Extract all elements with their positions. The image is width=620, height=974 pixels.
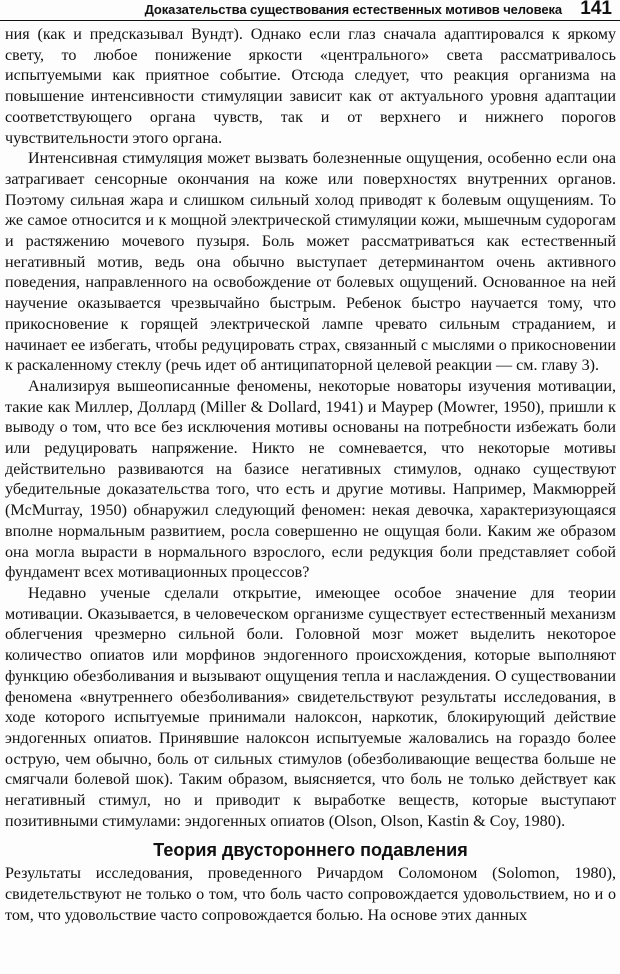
page-number: 141: [580, 0, 612, 19]
running-header: [0, 0, 620, 21]
paragraph-continuation: ния (как и предсказывал Вундт). Однако если глаз сначала адаптировался к яркому свету, то любое понижение яркости «центрального» света рассматривалось испытуемыми как приятное событие. Отсюда следует, что реакция организма на повышение интенсивности стимуляции зависит как от актуального уровня адаптации соответствующего органа чувств, так и от верхнего и нижнего порогов чувствительности этого органа.: [5, 26, 616, 147]
paragraph: Интенсивная стимуляция может вызвать болезненные ощущения, особенно если она затрагивает сенсорные окончания на коже или поверхностях внутренних органов. Поэтому сильная жара и слишком сильный холод приводят к болевым ощущениям. То же самое относится и к мощной электрической стимуляции кожи, мышечным судорогам и растяжению мочевого пузыря. Боль может рассматриваться как естественный негативный мотив, ведь она обычно выступает детерминантом очень активного поведения, направленного на освобождение от болевых ощущений. Основанное на ней научение оказывается чрезвычайно быстрым. Ребенок быстро научается тому, что прикосновение к горящей электрической лампе чревато сильным страданием, и начинает ее избегать, чтобы редуцировать страх, связанный с мыслями о прикосновении к раскаленному стеклу (речь идет об антиципаторной целевой реакции — см. главу 3).: [5, 150, 616, 375]
paragraph: Анализируя вышеописанные феномены, некоторые новаторы изучения мотивации, такие как Миллер, Доллард (Miller & Dollard, 1941) и Маурер (Mowrer, 1950), пришли к выводу о том, что все без исключения мотивы основаны на потребности избежать боли или редуцировать напряжение. Никто не сомневается, что некоторые мотивы действительно развиваются на базисе негативных стимулов, однако существуют убедительные доказательства того, что есть и другие мотивы. Например, Макмюррей (McMurray, 1950) обнаружил следующий феномен: некая девочка, характеризующаяся вполне нормальным развитием, росла совершенно не ощущая боли. Каким же образом она могла вырасти в нормального взрослого, если редукция боли представляет собой фундамент всех мотивационных процессов?: [5, 377, 616, 582]
paragraph: Недавно ученые сделали открытие, имеющее особое значение для теории мотивации. Оказывается, в человеческом организме существует естественный механизм облегчения чрезмерно сильной боли. Головной мозг может выделить некоторое количество опиатов или морфинов эндогенного происхождения, которые выполняют функцию обезболивания и вызывают ощущения тепла и наслаждения. О существовании феномена «внутреннего обезболивания» свидетельствуют результаты исследования, в ходе которого испытуемые принимали налоксон, наркотик, блокирующий действие эндогенных опиатов. Принявшие налоксон испытуемые жаловались на гораздо более острую, чем обычно, боль от сильных стимулов (обезболивающие вещества больше не смягчали болевой шок). Таким образом, выясняется, что боль не только действует как негативный стимул, но и приводит к выработке веществ, которые выступают позитивными стимулами: эндогенных опиатов (Olson, Olson, Kastin & Coy, 1980).: [5, 584, 616, 830]
paragraph: Результаты исследования, проведенного Ричардом Соломоном (Solomon, 1980), свидетельствуют не только о том, что боль часто сопровождается удовольствием, но и о том, что удовольствие часто сопровождается болью. На основе этих данных: [5, 865, 616, 924]
running-title: Доказательства существования естественных мотивов человека: [144, 2, 562, 17]
section-heading: Теория двустороннего подавления: [153, 840, 468, 861]
page-body: [5, 25, 616, 927]
